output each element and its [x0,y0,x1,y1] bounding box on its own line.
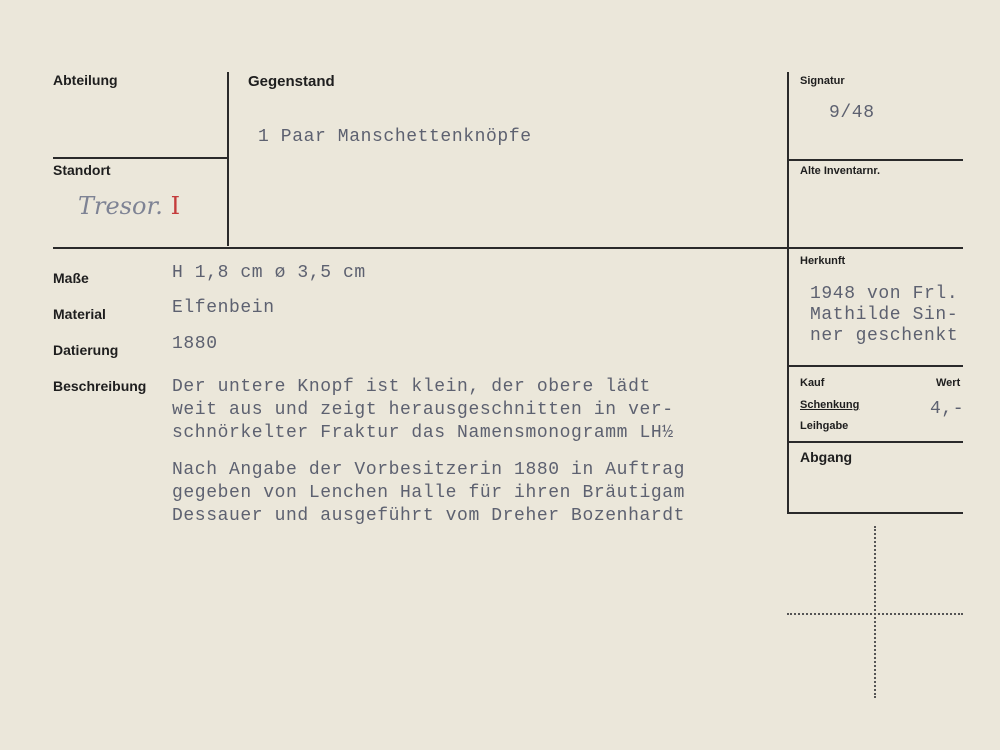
fold-mark-horizontal [787,613,963,615]
divider-main-horizontal [53,247,963,249]
abteilung-label: Abteilung [53,72,118,88]
beschreibung-line-2: weit aus und zeigt herausgeschnitten in ver- [172,400,674,420]
leihgabe-label: Leihgabe [800,420,849,432]
beschreibung-label: Beschreibung [53,378,147,394]
divider-standort-top [53,157,228,159]
schenkung-label: Schenkung [800,399,860,411]
herkunft-label: Herkunft [800,255,846,267]
beschreibung-line-3: schnörkelter Fraktur das Namensmonogramm LH½ [172,423,674,443]
masse-label: Maße [53,270,89,286]
herkunft-line-3: ner geschenkt [810,326,959,346]
wert-label: Wert [936,377,961,389]
material-label: Material [53,306,106,322]
abgang-label: Abgang [800,449,853,465]
herkunft-line-2: Mathilde Sin- [810,305,959,325]
divider-kauf-bottom [787,441,963,443]
standort-value [78,192,180,220]
divider-herkunft-bottom [787,365,963,367]
beschreibung-line-4: Nach Angabe der Vorbesitzerin 1880 in Auftrag [172,460,686,480]
material-value: Elfenbein [172,298,275,318]
divider-vertical-left [227,72,229,246]
herkunft-line-1: 1948 von Frl. [810,284,959,304]
datierung-value: 1880 [172,334,218,354]
beschreibung-line-5: gegeben von Lenchen Halle für ihren Bräutigam [172,483,686,503]
datierung-label: Datierung [53,342,119,358]
gegenstand-value: 1 Paar Manschettenknöpfe [258,127,532,147]
divider-signatur-bottom [787,159,963,161]
gegenstand-label: Gegenstand [248,73,335,90]
kauf-label: Kauf [800,377,825,389]
standort-label: Standort [53,162,111,178]
divider-abgang-bottom [787,512,963,514]
fold-mark-vertical [874,526,876,698]
standort-red-mark: I [170,192,181,220]
standort-handwriting: Tresor. [78,192,163,220]
masse-value: H 1,8 cm ø 3,5 cm [172,263,366,283]
beschreibung-line-6: Dessauer und ausgeführt vom Dreher Bozenhardt [172,506,686,526]
alte-inventarnr-label: Alte Inventarnr. [800,165,881,177]
beschreibung-line-1: Der untere Knopf ist klein, der obere lädt [172,377,651,397]
wert-value: 4,- [930,399,965,419]
signatur-label: Signatur [800,75,845,87]
divider-vertical-right [787,72,789,514]
signatur-value: 9/48 [829,103,875,123]
